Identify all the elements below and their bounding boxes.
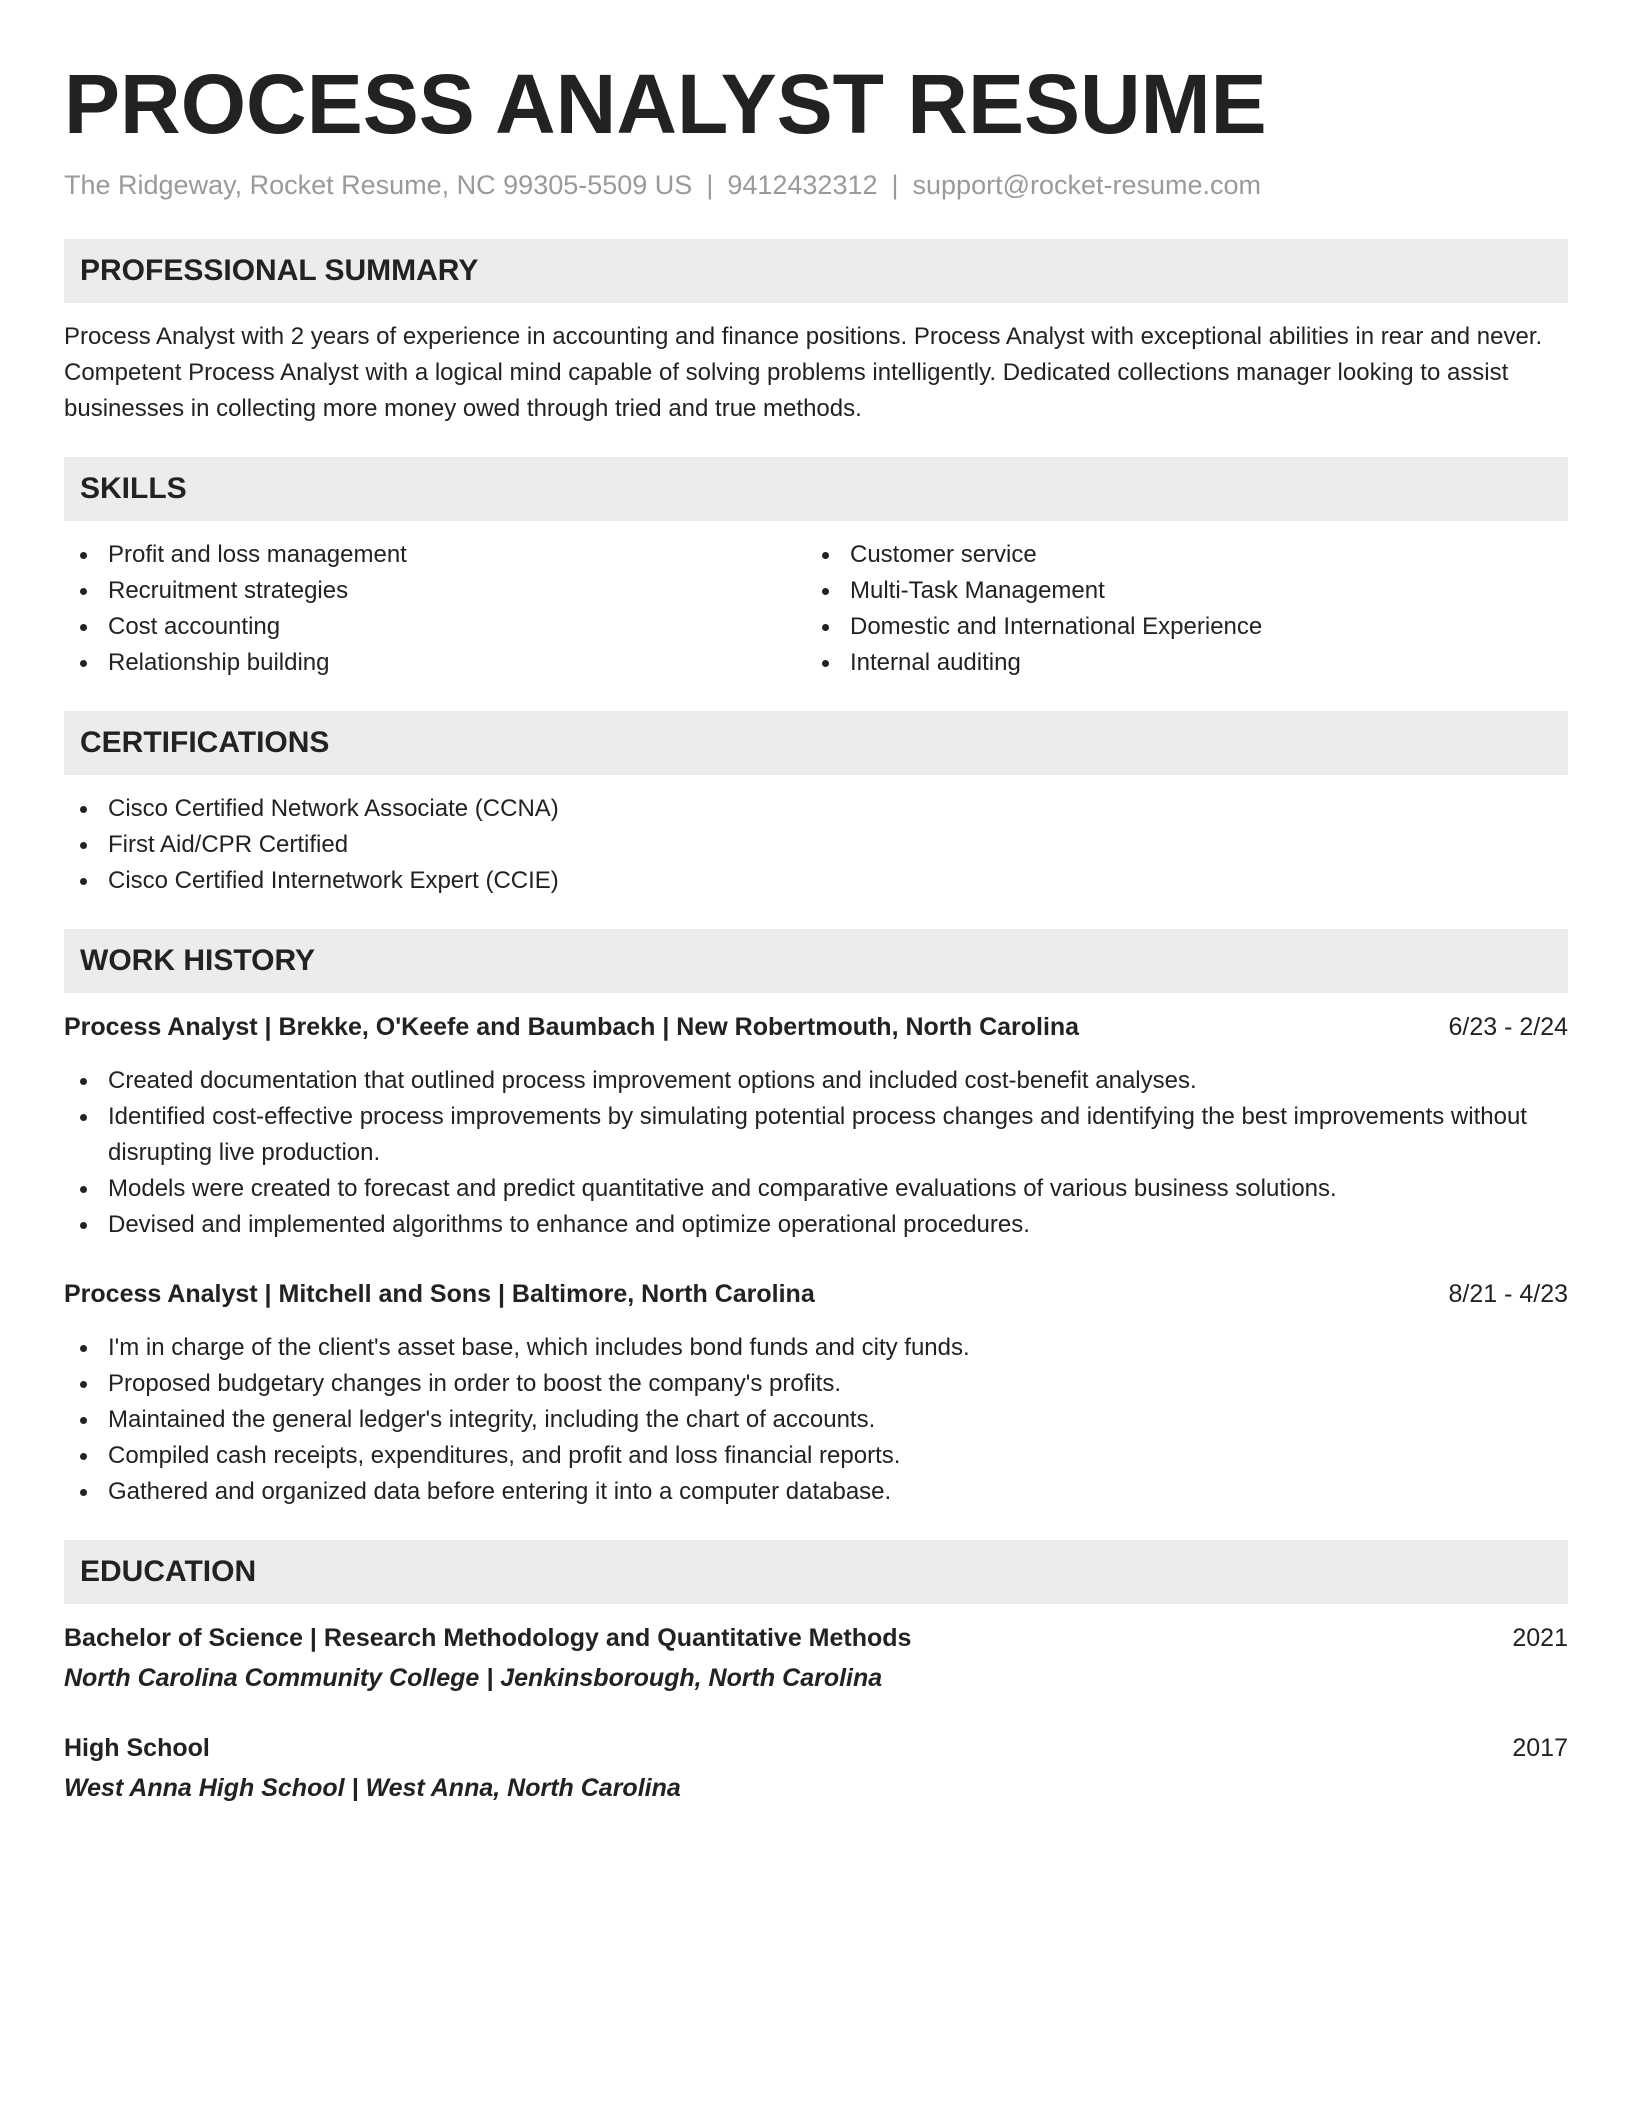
contact-separator: | bbox=[891, 170, 899, 200]
section-header-skills: SKILLS bbox=[64, 457, 1568, 521]
job-bullet: Created documentation that outlined process improvement options and included cost-benefit analyses. bbox=[64, 1063, 1568, 1099]
certifications-list bbox=[64, 791, 1568, 899]
job-bullet: Models were created to forecast and predict quantitative and comparative evaluations of various business solutions. bbox=[64, 1171, 1568, 1207]
section-header-summary: PROFESSIONAL SUMMARY bbox=[64, 239, 1568, 303]
education-year: 2017 bbox=[1512, 1734, 1568, 1762]
skill-item: Customer service bbox=[806, 537, 1548, 573]
summary-text: Process Analyst with 2 years of experience in accounting and finance positions. Process Analyst with exceptional abilities in rear and never. Competent Process Analyst with a logical mind capable of solving problems intelligently. Dedicated collections manager looking to assist businesses in collecting more money owed through tried and true methods. bbox=[64, 323, 1543, 422]
skills-right-list bbox=[806, 537, 1548, 681]
skills-grid bbox=[64, 537, 1568, 681]
job-bullets bbox=[64, 1330, 1568, 1510]
education-degree: High School bbox=[64, 1734, 210, 1762]
section-header-education: EDUCATION bbox=[64, 1540, 1568, 1604]
skill-item: Multi-Task Management bbox=[806, 573, 1548, 609]
certification-item: Cisco Certified Network Associate (CCNA) bbox=[64, 791, 1568, 827]
job-title: Process Analyst | Brekke, O'Keefe and Baumbach | New Robertmouth, North Carolina bbox=[64, 1013, 1080, 1041]
job-title: Process Analyst | Mitchell and Sons | Baltimore, North Carolina bbox=[64, 1280, 815, 1308]
certification-item: Cisco Certified Internetwork Expert (CCIE) bbox=[64, 863, 1568, 899]
job-bullet: Gathered and organized data before entering it into a computer database. bbox=[64, 1474, 1568, 1510]
skill-item: Domestic and International Experience bbox=[806, 609, 1548, 645]
education-degree: Bachelor of Science | Research Methodology and Quantitative Methods bbox=[64, 1624, 912, 1652]
contact-email: support@rocket-resume.com bbox=[912, 170, 1262, 200]
resume-page bbox=[64, 0, 1568, 1806]
skill-item: Profit and loss management bbox=[64, 537, 806, 573]
section-header-work-history: WORK HISTORY bbox=[64, 929, 1568, 993]
job-dates: 6/23 - 2/24 bbox=[1448, 1013, 1568, 1041]
job-bullet: Compiled cash receipts, expenditures, and profit and loss financial reports. bbox=[64, 1438, 1568, 1474]
job-header bbox=[64, 1276, 1568, 1312]
job-dates: 8/21 - 4/23 bbox=[1448, 1280, 1568, 1308]
education-year: 2021 bbox=[1512, 1624, 1568, 1652]
skill-item: Recruitment strategies bbox=[64, 573, 806, 609]
skill-item: Internal auditing bbox=[806, 645, 1548, 681]
skills-left-list bbox=[64, 537, 806, 681]
skill-item: Relationship building bbox=[64, 645, 806, 681]
education-header bbox=[64, 1730, 1568, 1766]
job-bullet: Identified cost-effective process improvements by simulating potential process changes and identifying the best improvements without disrupting live production. bbox=[64, 1099, 1568, 1171]
job-bullet: Proposed budgetary changes in order to boost the company's profits. bbox=[64, 1366, 1568, 1402]
certification-item: First Aid/CPR Certified bbox=[64, 827, 1568, 863]
resume-title: PROCESS ANALYST RESUME bbox=[64, 57, 1267, 151]
education-school: West Anna High School | West Anna, North Carolina bbox=[64, 1774, 681, 1802]
section-header-certifications: CERTIFICATIONS bbox=[64, 711, 1568, 775]
contact-address: The Ridgeway, Rocket Resume, NC 99305-5509 US bbox=[64, 170, 693, 200]
job-header bbox=[64, 1009, 1568, 1045]
job-bullet: Maintained the general ledger's integrity, including the chart of accounts. bbox=[64, 1402, 1568, 1438]
contact-line bbox=[64, 168, 1568, 202]
contact-separator: | bbox=[706, 170, 714, 200]
education-header bbox=[64, 1620, 1568, 1656]
skill-item: Cost accounting bbox=[64, 609, 806, 645]
job-bullets bbox=[64, 1063, 1568, 1243]
contact-phone: 9412432312 bbox=[727, 170, 878, 200]
job-bullet: I'm in charge of the client's asset base, which includes bond funds and city funds. bbox=[64, 1330, 1568, 1366]
education-school: North Carolina Community College | Jenkinsborough, North Carolina bbox=[64, 1664, 883, 1692]
job-bullet: Devised and implemented algorithms to enhance and optimize operational procedures. bbox=[64, 1207, 1568, 1243]
